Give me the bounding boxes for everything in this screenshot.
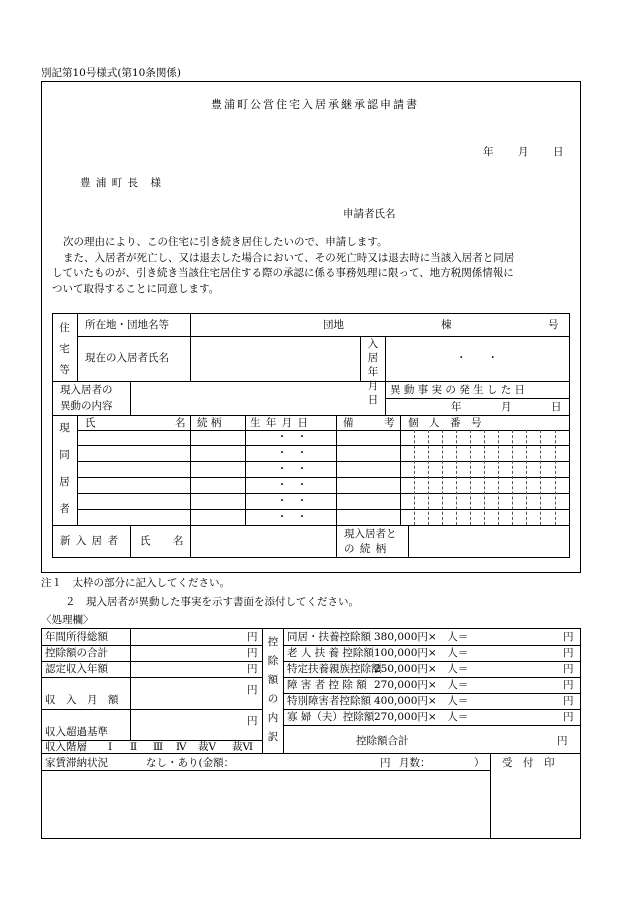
body-line-3: していたものが、引き続き当該住宅居住する際の承認に係る事務処理に限って、地方税関係情報に — [52, 267, 514, 279]
rank-item: 裁Ⅵ — [232, 741, 254, 753]
change-day: 日 — [551, 401, 562, 413]
deduction-unit: 円 — [563, 647, 574, 659]
deduction-unit: 円 — [563, 711, 574, 723]
deduction-unit: 円 — [563, 679, 574, 691]
body-line-2: また、入居者が死亡し、又は退去した場合において、その死亡時又は退去時に当該入居者と同居 — [63, 252, 515, 264]
left-row-label: 認定収入年額 — [45, 663, 108, 675]
deduction-total-unit: 円 — [557, 735, 568, 747]
deduction-amount: 270,000円× 人＝ — [374, 679, 469, 691]
change-label-1: 現入居者の — [60, 384, 113, 396]
gou-label: 号 — [548, 319, 559, 331]
current-resident-label: 現在の入居者氏名 — [85, 352, 169, 364]
deduction-amount: 380,000円× 人＝ — [374, 631, 469, 643]
rank-item: Ⅲ — [153, 741, 164, 753]
note-1: 注１ 太枠の部分に記入してください。 — [41, 577, 230, 589]
deduction-total-label: 控除額合計 — [356, 735, 409, 747]
change-year: 年 — [451, 401, 462, 413]
row-dots: ・ ・ — [277, 512, 307, 523]
row-dots: ・ ・ — [277, 448, 307, 459]
deduction-unit: 円 — [563, 663, 574, 675]
deduction-label: 老 人 扶 養 控除額 — [287, 647, 374, 659]
left-row-label: 収入超過基準 — [45, 726, 108, 738]
applicant-label: 申請者氏名 — [343, 208, 396, 220]
deduction-amount: 250,000円× 人＝ — [374, 663, 469, 675]
deduction-side-label: 控 除 額 の 内 訳 — [267, 636, 279, 743]
page-title: 豊浦町公営住宅入居承継承認申請書 — [211, 98, 419, 111]
left-row-unit: 円 — [247, 647, 258, 659]
housing-side-label: 住 宅 等 — [59, 322, 70, 376]
row-dots: ・ ・ — [277, 496, 307, 507]
relation-label-2: の 続 柄 — [344, 543, 388, 555]
header-remarks-right: 考 — [384, 417, 395, 429]
deduction-label: 同居・扶養控除額 — [287, 631, 371, 643]
left-row-unit: 円 — [247, 715, 258, 727]
arrears-label: 家賃滞納状況 — [45, 757, 108, 769]
relation-label-1: 現入居者と — [344, 528, 397, 540]
left-row-label: 収 入 月 額 — [45, 694, 119, 706]
deduction-label: 障 害 者 控 除 額 — [287, 679, 367, 691]
row-dots: ・ ・ — [277, 464, 307, 475]
move-in-label: 入居 年月 日 — [367, 338, 379, 406]
change-label-2: 異動の内容 — [60, 400, 113, 412]
deduction-unit: 円 — [563, 631, 574, 643]
new-resident-label: 新 入 居 者 — [60, 535, 120, 547]
header-name-right: 名 — [175, 417, 186, 429]
deduction-amount: 100,000円× 人＝ — [374, 647, 469, 659]
row-dots: ・ ・ — [277, 432, 307, 443]
date-year: 年 — [483, 146, 494, 158]
deduction-amount: 400,000円× 人＝ — [374, 695, 469, 707]
tou-label: 棟 — [441, 319, 452, 331]
row-dots: ・ ・ — [277, 480, 307, 491]
reception-label: 受 付 印 — [502, 757, 555, 769]
change-month: 月 — [501, 401, 512, 413]
deduction-label: 特定扶養親族控除額 — [287, 663, 382, 675]
rank-item: Ⅳ — [176, 741, 187, 753]
date-month: 月 — [518, 146, 529, 158]
left-row-label: 控除額の合計 — [45, 647, 108, 659]
change-date-label: 異 動 事 実 の 発 生 し た 日 — [390, 384, 526, 396]
arrears-block — [41, 754, 581, 839]
arrears-months: 月数： — [399, 757, 431, 769]
body-line-1: 次の理由により、この住宅に引き続き居住したいので、申請します。 — [63, 236, 388, 248]
left-row-unit: 円 — [247, 631, 258, 643]
form-caption: 別記第10号様式(第10条関係) — [41, 67, 181, 79]
deduction-unit: 円 — [563, 695, 574, 707]
deduction-label: 寡 婦（夫）控除額 — [287, 711, 375, 723]
left-row-unit: 円 — [247, 663, 258, 675]
header-relation: 続 柄 — [197, 417, 222, 429]
danchi-label: 団地 — [323, 319, 344, 331]
arrears-close: ） — [474, 757, 485, 769]
location-label: 所在地・団地名等 — [85, 319, 169, 331]
arrears-yen: 円 — [380, 757, 391, 769]
addressee: 豊 浦 町 長 様 — [80, 177, 163, 189]
new-resident-name-left: 氏 — [140, 535, 151, 547]
rank-label: 収入階層 — [45, 741, 87, 753]
deduction-label: 特別障害者控除額 — [287, 695, 371, 707]
new-resident-name-right: 名 — [173, 535, 184, 547]
arrears-text: なし・あり(金額： — [146, 757, 235, 769]
rank-item: Ⅱ — [130, 741, 138, 753]
move-in-dots: ・ ・ — [456, 352, 498, 364]
body-line-4: ついて取得することに同意します。 — [52, 283, 220, 295]
header-name-left: 氏 — [85, 417, 96, 429]
left-row-unit: 円 — [247, 684, 258, 696]
cohabitants-side-label: 現 同 居 者 — [59, 422, 70, 515]
left-row-label: 年間所得総額 — [45, 631, 108, 643]
date-day: 日 — [553, 146, 564, 158]
processing-caption: 〈処理欄〉 — [41, 614, 94, 626]
note-2: ２ 現入居者が異動した事実を示す書面を添付してください。 — [65, 596, 359, 608]
header-remarks-left: 備 — [343, 417, 354, 429]
header-birth: 生 年 月 日 — [250, 417, 310, 429]
deduction-amount: 270,000円× 人＝ — [374, 711, 469, 723]
header-number: 個 人 番 号 — [408, 417, 482, 429]
main-table — [52, 313, 570, 558]
rank-item: 裁Ⅴ — [198, 741, 217, 753]
rank-item: Ⅰ — [108, 741, 113, 753]
